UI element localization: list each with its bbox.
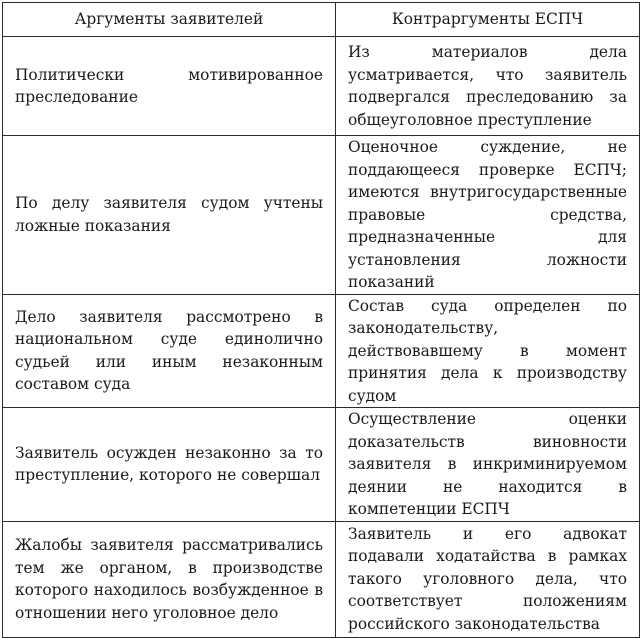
echr-counterargument-cell: Из материалов дела усматривается, что заявитель подвергался преследованию за общеуголовное преступление <box>336 37 640 136</box>
applicant-argument-cell: Жалобы заявителя рассматривались тем же органом, в производстве которого находилось возбужденное в отношении него уголовное дело <box>3 521 336 637</box>
arguments-table <box>2 2 640 638</box>
echr-counterargument-cell: Состав суда определен по законодательству, действовавшему в момент принятия дела к производству судом <box>336 294 640 408</box>
header-applicant-arguments: Аргументы заявителей <box>3 3 336 37</box>
table-row <box>3 136 640 295</box>
echr-counterargument-cell: Оценочное суждение, не поддающееся проверке ЕСПЧ; имеются внутригосударственные правовые средства, предназначенные для установления ложности показаний <box>336 136 640 295</box>
table-row <box>3 521 640 637</box>
table-header-row <box>3 3 640 37</box>
applicant-argument-cell: По делу заявителя судом учтены ложные показания <box>3 136 336 295</box>
applicant-argument-cell: Заявитель осужден незаконно за то преступление, которого не совершал <box>3 408 336 522</box>
table-row <box>3 37 640 136</box>
table-row <box>3 294 640 408</box>
header-echr-counterarguments: Контраргументы ЕСПЧ <box>336 3 640 37</box>
echr-counterargument-cell: Осуществление оценки доказательств виновности заявителя в инкриминируемом деянии не находится в компетенции ЕСПЧ <box>336 408 640 522</box>
table-row <box>3 408 640 522</box>
echr-counterargument-cell: Заявитель и его адвокат подавали ходатайства в рамках такого уголовного дела, что соответствует положениям российского законодательства <box>336 521 640 637</box>
applicant-argument-cell: Политически мотивированное преследование <box>3 37 336 136</box>
applicant-argument-cell: Дело заявителя рассмотрено в национальном суде единолично судьей или иным незаконным составом суда <box>3 294 336 408</box>
